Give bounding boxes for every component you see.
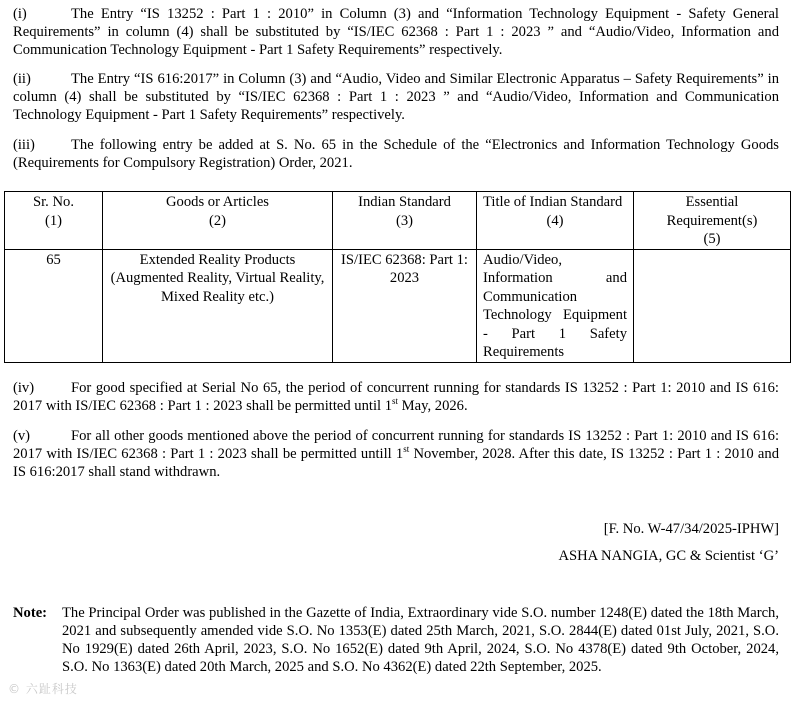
header-col-number: (1) xyxy=(44,212,63,229)
header-col-number: (2) xyxy=(208,212,227,229)
item-text: The Entry “IS 13252 : Part 1 : 2010” in Column (3) and “Information Technology Equipment - Safety General Requirements” in column (4) shall be substituted by “IS/IEC 62368 : Part 1 : 2023 ” and “Audio/Video, Information and Communication Technology Equipment - Part 1 Safety Requirements” respectively. xyxy=(13,6,779,58)
cell-goods: Extended Reality Products (Augmented Reality, Virtual Reality, Mixed Reality etc.) xyxy=(103,249,333,362)
note xyxy=(13,604,779,676)
header-title: Indian Standard xyxy=(358,194,451,210)
item-number: (iv) xyxy=(13,380,35,396)
item-number: (i) xyxy=(13,6,27,22)
item-text-end: November, 2028. After this date, IS 13252 : Part 1 : 2010 and IS 616:2017 shall stand withdrawn. xyxy=(13,446,779,480)
header-title: Title of Indian Standard xyxy=(483,194,623,210)
item-number: (v) xyxy=(13,428,31,444)
file-number: [F. No. W-47/34/2025-IPHW] xyxy=(603,521,779,537)
cell-requirements xyxy=(634,249,791,362)
header-sr-no xyxy=(5,192,103,250)
header-standard xyxy=(333,192,477,250)
header-title: Goods or Articles xyxy=(166,194,269,210)
item-iii xyxy=(13,136,779,172)
header-col-number: (5) xyxy=(703,231,721,247)
header-col-number: (4) xyxy=(546,212,564,229)
item-iv xyxy=(13,379,779,415)
header-col-number: (3) xyxy=(395,212,414,229)
header-requirements xyxy=(634,192,791,250)
ordinal-suffix: st xyxy=(392,396,399,407)
signatory: ASHA NANGIA, GC & Scientist ‘G’ xyxy=(558,548,779,564)
item-text: The Entry “IS 616:2017” in Column (3) and “Audio, Video and Similar Electronic Apparatus – Safety Requirements” in column (4) shall be substituted by “IS/IEC 62368 : Part 1 : 2023 ” and “Audio/Video, Information and Communication Technology Equipment - Part 1 Safety Requirements” respectively. xyxy=(13,71,779,123)
item-v xyxy=(13,427,779,481)
note-text: The Principal Order was published in the Gazette of India, Extraordinary vide S.O. number 1248(E) dated the 18th March, 2021 and subsequently amended vide S.O. No 1353(E) dated 25th March, 2021, S.O. 2844(E) dated 01st July, 2021, S.O. No 1929(E) dated 26th April, 2023, S.O. No 1652(E) dated 9th April, 2024, S.O. No 4378(E) dated 9th October, 2024, S.O. No 1363(E) dated 20th March, 2025 and S.O. No 4362(E) dated 22th September, 2025. xyxy=(62,605,779,675)
item-text: For good specified at Serial No 65, the period of concurrent running for standards IS 13252 : Part 1: 2010 and IS 616: 2017 with IS/IEC 62368 : Part 1 : 2023 shall be permitted until 1 xyxy=(13,380,779,414)
schedule-table xyxy=(4,191,791,363)
table-row xyxy=(5,249,791,362)
item-ii xyxy=(13,70,779,124)
item-text: The following entry be added at S. No. 65 in the Schedule of the “Electronics and Information Technology Goods (Requirements for Compulsory Registration) Order, 2021. xyxy=(13,137,779,171)
item-text-end: May, 2026. xyxy=(398,398,468,414)
watermark: © 六趾科技 xyxy=(8,682,78,696)
item-number: (ii) xyxy=(13,71,31,87)
header-goods xyxy=(103,192,333,250)
header-title: Sr. No. xyxy=(33,194,74,210)
ordinal-suffix: st xyxy=(403,444,410,455)
header-title-of-standard xyxy=(477,192,634,250)
cell-title: Audio/Video, Information and Communication Technology Equipment - Part 1 Safety Requirements xyxy=(477,249,634,362)
header-title: Essential Requirement(s) xyxy=(666,194,758,229)
cell-sr-no: 65 xyxy=(5,249,103,362)
cell-standard: IS/IEC 62368: Part 1: 2023 xyxy=(333,249,477,362)
item-i xyxy=(13,5,779,59)
table-header-row xyxy=(5,192,791,250)
item-text: For all other goods mentioned above the period of concurrent running for standards IS 13252 : Part 1: 2010 and IS 616: 2017 with IS/IEC 62368 : Part 1 : 2023 shall be permitted untill 1 xyxy=(13,428,779,462)
note-label: Note: xyxy=(13,605,48,621)
item-number: (iii) xyxy=(13,137,35,153)
